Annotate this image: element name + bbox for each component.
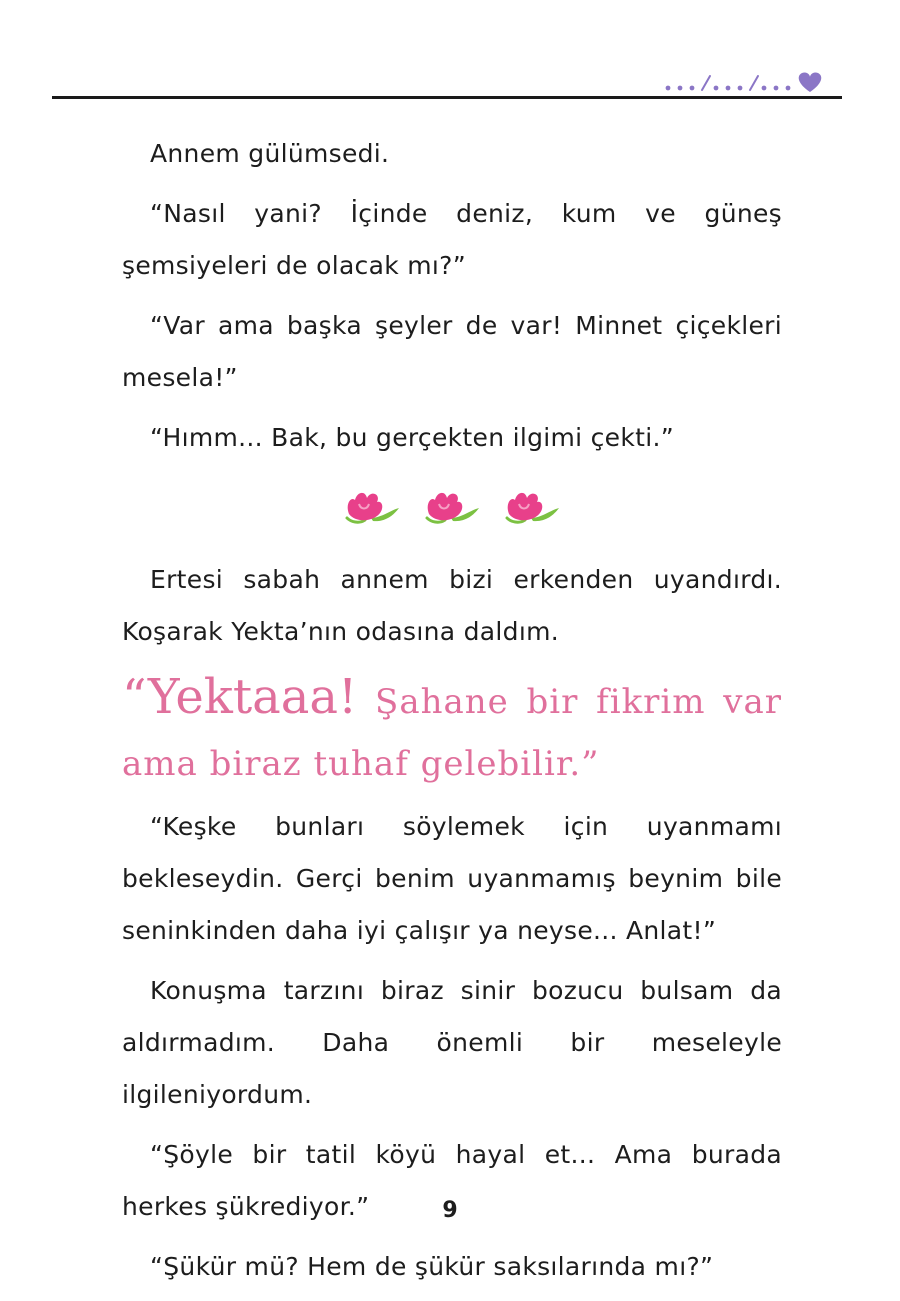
page-number: 9: [442, 1198, 458, 1223]
paragraph: “Var ama başka şeyler de var! Minnet çiçekleri mesela!”: [122, 311, 782, 392]
shout-lead: “Yektaaa!: [122, 669, 358, 725]
paragraph: “Nasıl yani? İçinde deniz, kum ve güneş şemsiyeleri de olacak mı?”: [122, 199, 782, 280]
dotted-heart-ornament-icon: [660, 64, 840, 96]
pink-flower-icon: [501, 488, 563, 528]
paragraph: Ertesi sabah annem bizi erkenden uyandırdı. Koşarak Yekta’nın odasına daldım.: [122, 565, 782, 646]
pink-flower-icon: [341, 488, 403, 528]
pink-flower-icon: [421, 488, 483, 528]
paragraph: “Şöyle bir tatil köyü hayal et... Ama burada herkes şükrediyor.”: [122, 1140, 782, 1221]
flower-divider: [122, 472, 782, 544]
shout-quote: [122, 666, 782, 795]
paragraph: “Hımm... Bak, bu gerçekten ilgimi çekti.”: [150, 423, 674, 452]
page-body: [122, 128, 782, 1301]
paragraph: Konuşma tarzını biraz sinir bozucu bulsam da aldırmadım. Daha önemli bir meseleyle ilgileniyordum.: [122, 976, 782, 1109]
shout-rest: Şahane bir fikrim var ama biraz tuhaf gelebilir.”: [122, 682, 782, 784]
paragraph: “Keşke bunları söylemek için uyanmamı bekleseydin. Gerçi benim uyanmamış beynim bile seninkinden daha iyi çalışır ya neyse... Anlat!”: [122, 812, 782, 945]
header-rule: [52, 96, 842, 99]
paragraph: “Şükür mü? Hem de şükür saksılarında mı?”: [150, 1252, 714, 1281]
paragraph: Annem gülümsedi.: [150, 139, 390, 168]
